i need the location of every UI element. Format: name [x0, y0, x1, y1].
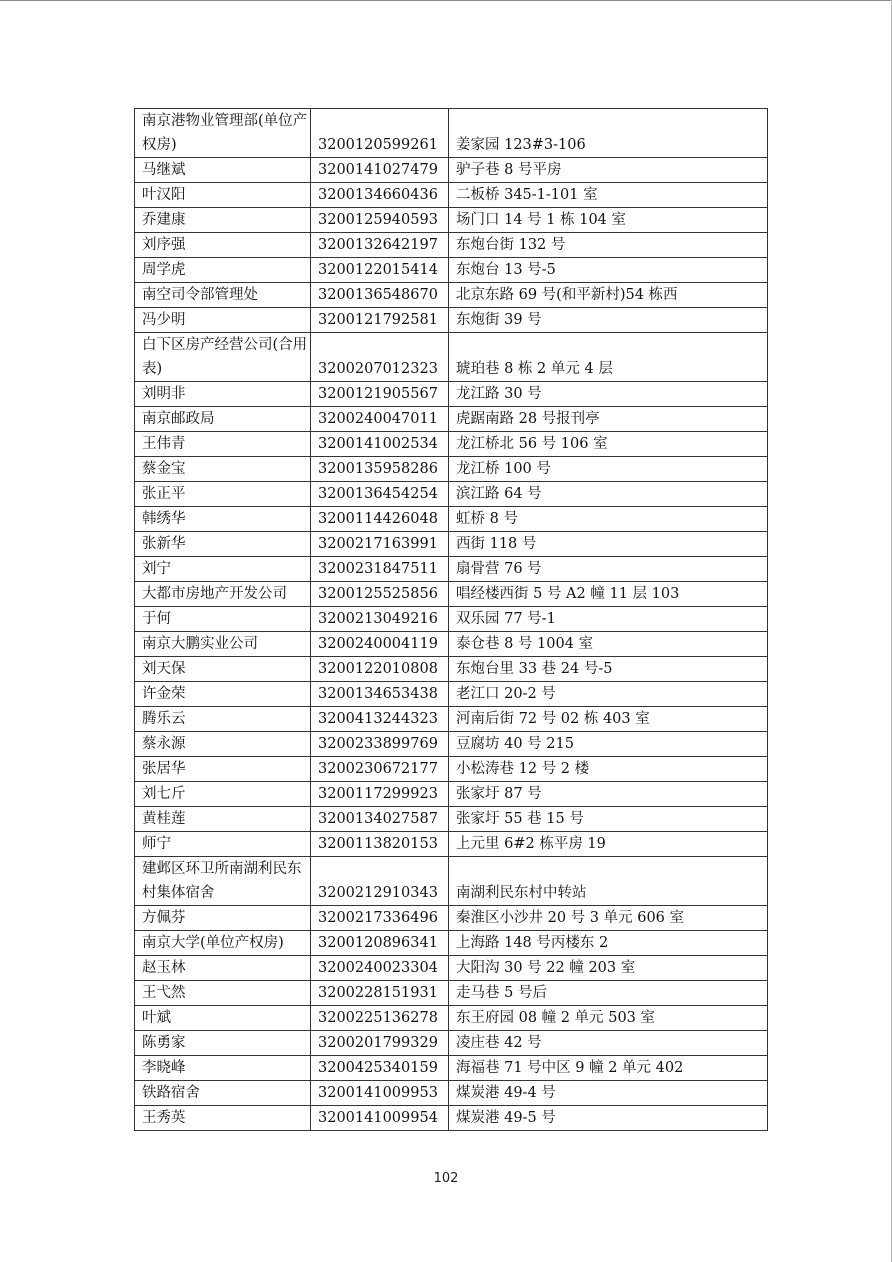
page-top-border: [0, 0, 892, 1]
address-cell: 扇骨营 76 号: [449, 557, 768, 582]
table-row: [135, 682, 768, 707]
name-cell: 王秀英: [135, 1106, 311, 1131]
page-number: 102: [433, 1171, 459, 1186]
address-cell: 西街 118 号: [449, 532, 768, 557]
account-number-cell: 3200120599261: [311, 109, 449, 158]
account-number-cell: 3200134653438: [311, 682, 449, 707]
address-cell: 东炮街 39 号: [449, 308, 768, 333]
name-cell: 冯少明: [135, 308, 311, 333]
address-cell: 二板桥 345-1-101 室: [449, 183, 768, 208]
address-cell: 凌庄巷 42 号: [449, 1031, 768, 1056]
account-number-cell: 3200413244323: [311, 707, 449, 732]
name-cell: 黄桂莲: [135, 807, 311, 832]
name-cell: 刘天保: [135, 657, 311, 682]
name-cell: 蔡永源: [135, 732, 311, 757]
name-cell: 刘序强: [135, 233, 311, 258]
address-cell: 张家圩 87 号: [449, 782, 768, 807]
address-cell: 东炮台 13 号-5: [449, 258, 768, 283]
table-row: [135, 183, 768, 208]
address-cell: 老江口 20-2 号: [449, 682, 768, 707]
name-cell: 刘七斤: [135, 782, 311, 807]
address-cell: 东王府园 08 幢 2 单元 503 室: [449, 1006, 768, 1031]
name-cell: 南京邮政局: [135, 407, 311, 432]
account-number-cell: 3200132642197: [311, 233, 449, 258]
address-cell: 煤炭港 49-4 号: [449, 1081, 768, 1106]
address-cell: 豆腐坊 40 号 215: [449, 732, 768, 757]
table-row: [135, 382, 768, 407]
table-row: [135, 757, 768, 782]
table-row: [135, 782, 768, 807]
account-number-cell: 3200120896341: [311, 931, 449, 956]
address-cell: 走马巷 5 号后: [449, 981, 768, 1006]
account-number-cell: 3200217163991: [311, 532, 449, 557]
address-cell: 场门口 14 号 1 栋 104 室: [449, 208, 768, 233]
address-cell: 海福巷 71 号中区 9 幢 2 单元 402: [449, 1056, 768, 1081]
address-cell: 上海路 148 号丙楼东 2: [449, 931, 768, 956]
account-number-cell: 3200141009954: [311, 1106, 449, 1131]
address-cell: 秦淮区小沙井 20 号 3 单元 606 室: [449, 906, 768, 931]
address-cell: 泰仓巷 8 号 1004 室: [449, 632, 768, 657]
records-table: [134, 108, 768, 1131]
address-cell: 双乐园 77 号-1: [449, 607, 768, 632]
name-cell: 刘宁: [135, 557, 311, 582]
table-row: [135, 657, 768, 682]
name-cell: 马继斌: [135, 158, 311, 183]
account-number-cell: 3200141027479: [311, 158, 449, 183]
name-cell: 韩绣华: [135, 507, 311, 532]
account-number-cell: 3200134027587: [311, 807, 449, 832]
account-number-cell: 3200122015414: [311, 258, 449, 283]
account-number-cell: 3200121792581: [311, 308, 449, 333]
account-number-cell: 3200135958286: [311, 457, 449, 482]
name-cell: 大都市房地产开发公司: [135, 582, 311, 607]
table-row: [135, 507, 768, 532]
name-cell: 蔡金宝: [135, 457, 311, 482]
table-row: [135, 707, 768, 732]
name-cell: 王弋然: [135, 981, 311, 1006]
records-table-body: [135, 109, 768, 1131]
name-cell: 建邺区环卫所南湖利民东村集体宿舍: [135, 857, 311, 906]
name-cell: 白下区房产经营公司(合用表): [135, 333, 311, 382]
table-row: [135, 258, 768, 283]
address-cell: 东炮台街 132 号: [449, 233, 768, 258]
table-row: [135, 906, 768, 931]
table-row: [135, 233, 768, 258]
table-row: [135, 1106, 768, 1131]
table-row: [135, 557, 768, 582]
name-cell: 铁路宿舍: [135, 1081, 311, 1106]
name-cell: 李晓峰: [135, 1056, 311, 1081]
address-cell: 龙江桥 100 号: [449, 457, 768, 482]
name-cell: 张新华: [135, 532, 311, 557]
name-cell: 乔建康: [135, 208, 311, 233]
table-row: [135, 732, 768, 757]
name-cell: 周学虎: [135, 258, 311, 283]
table-row: [135, 832, 768, 857]
account-number-cell: 3200141002534: [311, 432, 449, 457]
table-row: [135, 333, 768, 382]
table-row: [135, 582, 768, 607]
address-cell: 龙江桥北 56 号 106 室: [449, 432, 768, 457]
address-cell: 虎踞南路 28 号报刊亭: [449, 407, 768, 432]
account-number-cell: 3200212910343: [311, 857, 449, 906]
table-row: [135, 407, 768, 432]
account-number-cell: 3200113820153: [311, 832, 449, 857]
account-number-cell: 3200201799329: [311, 1031, 449, 1056]
name-cell: 于何: [135, 607, 311, 632]
table-row: [135, 857, 768, 906]
account-number-cell: 3200217336496: [311, 906, 449, 931]
table-row: [135, 532, 768, 557]
table-row: [135, 432, 768, 457]
account-number-cell: 3200141009953: [311, 1081, 449, 1106]
account-number-cell: 3200125525856: [311, 582, 449, 607]
account-number-cell: 3200228151931: [311, 981, 449, 1006]
name-cell: 方佩芬: [135, 906, 311, 931]
address-cell: 姜家园 123#3-106: [449, 109, 768, 158]
table-row: [135, 807, 768, 832]
address-cell: 唱经楼西街 5 号 A2 幢 11 层 103: [449, 582, 768, 607]
table-row: [135, 1031, 768, 1056]
name-cell: 腾乐云: [135, 707, 311, 732]
account-number-cell: 3200125940593: [311, 208, 449, 233]
account-number-cell: 3200122010808: [311, 657, 449, 682]
address-cell: 张家圩 55 巷 15 号: [449, 807, 768, 832]
name-cell: 叶汉阳: [135, 183, 311, 208]
address-cell: 大阳沟 30 号 22 幢 203 室: [449, 956, 768, 981]
table-row: [135, 1006, 768, 1031]
account-number-cell: 3200231847511: [311, 557, 449, 582]
account-number-cell: 3200114426048: [311, 507, 449, 532]
account-number-cell: 3200240047011: [311, 407, 449, 432]
table-row: [135, 283, 768, 308]
address-cell: 滨江路 64 号: [449, 482, 768, 507]
address-cell: 驴子巷 8 号平房: [449, 158, 768, 183]
table-row: [135, 158, 768, 183]
account-number-cell: 3200425340159: [311, 1056, 449, 1081]
address-cell: 河南后街 72 号 02 栋 403 室: [449, 707, 768, 732]
name-cell: 张正平: [135, 482, 311, 507]
table-row: [135, 109, 768, 158]
table-row: [135, 931, 768, 956]
table-row: [135, 482, 768, 507]
address-cell: 龙江路 30 号: [449, 382, 768, 407]
address-cell: 北京东路 69 号(和平新村)54 栋西: [449, 283, 768, 308]
address-cell: 南湖利民东村中转站: [449, 857, 768, 906]
name-cell: 南京大学(单位产权房): [135, 931, 311, 956]
name-cell: 张居华: [135, 757, 311, 782]
table-row: [135, 981, 768, 1006]
account-number-cell: 3200213049216: [311, 607, 449, 632]
name-cell: 许金荣: [135, 682, 311, 707]
table-row: [135, 1081, 768, 1106]
table-row: [135, 208, 768, 233]
name-cell: 南京港物业管理部(单位产权房): [135, 109, 311, 158]
name-cell: 王伟青: [135, 432, 311, 457]
table-row: [135, 632, 768, 657]
account-number-cell: 3200230672177: [311, 757, 449, 782]
name-cell: 师宁: [135, 832, 311, 857]
name-cell: 陈勇家: [135, 1031, 311, 1056]
table-row: [135, 1056, 768, 1081]
account-number-cell: 3200207012323: [311, 333, 449, 382]
address-cell: 小松涛巷 12 号 2 楼: [449, 757, 768, 782]
account-number-cell: 3200136548670: [311, 283, 449, 308]
account-number-cell: 3200134660436: [311, 183, 449, 208]
name-cell: 南京大鹏实业公司: [135, 632, 311, 657]
table-row: [135, 956, 768, 981]
name-cell: 赵玉林: [135, 956, 311, 981]
table-row: [135, 607, 768, 632]
address-cell: 虹桥 8 号: [449, 507, 768, 532]
account-number-cell: 3200225136278: [311, 1006, 449, 1031]
account-number-cell: 3200240004119: [311, 632, 449, 657]
name-cell: 刘明非: [135, 382, 311, 407]
table-row: [135, 457, 768, 482]
name-cell: 南空司令部管理处: [135, 283, 311, 308]
address-cell: 东炮台里 33 巷 24 号-5: [449, 657, 768, 682]
table-row: [135, 308, 768, 333]
account-number-cell: 3200121905567: [311, 382, 449, 407]
address-cell: 煤炭港 49-5 号: [449, 1106, 768, 1131]
account-number-cell: 3200233899769: [311, 732, 449, 757]
account-number-cell: 3200240023304: [311, 956, 449, 981]
address-cell: 上元里 6#2 栋平房 19: [449, 832, 768, 857]
name-cell: 叶斌: [135, 1006, 311, 1031]
address-cell: 琥珀巷 8 栋 2 单元 4 层: [449, 333, 768, 382]
account-number-cell: 3200136454254: [311, 482, 449, 507]
account-number-cell: 3200117299923: [311, 782, 449, 807]
